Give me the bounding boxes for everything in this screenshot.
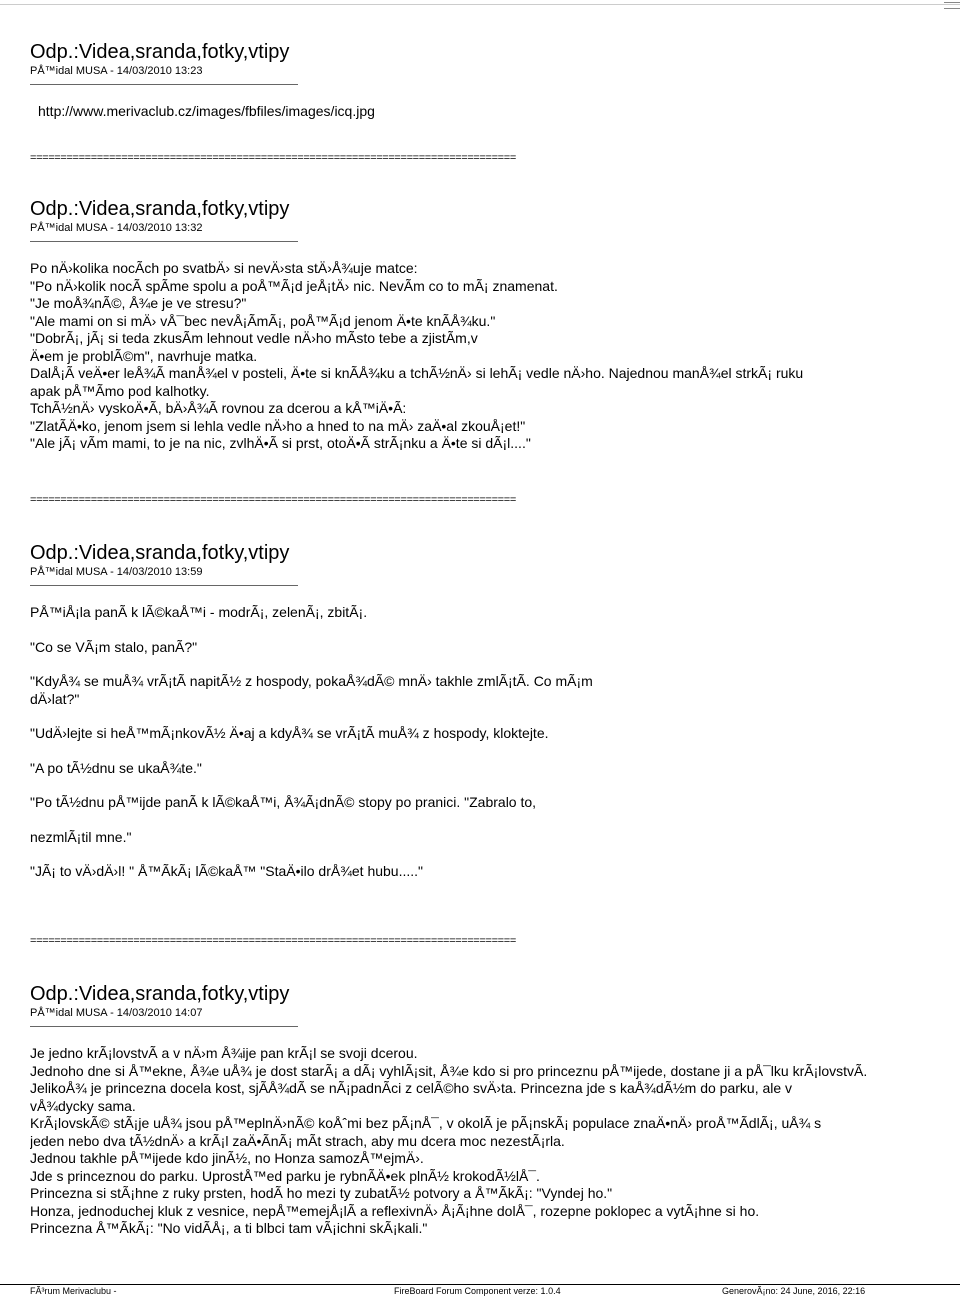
post-line: vÅ¾dycky sama. bbox=[30, 1097, 136, 1114]
post-line: PÅ™iÅ¡la panÃ k lÃ©kaÅ™i - modrÃ¡, zelenÃ¡, zbitÃ¡. bbox=[30, 604, 368, 620]
post-line: "ZlatÃÄ•ko, jenom jsem si lehla vedle nÄ›ho a hned to na mÄ› zaÄ•al zkouÅ¡et!" bbox=[30, 417, 526, 434]
post-line: "KdyÅ¾ se muÅ¾ vrÃ¡tÃ napitÃ½ z hospody, pokaÅ¾dÃ© mnÄ› takhle zmlÃ¡tÃ. Co mÃ¡m bbox=[30, 673, 593, 689]
post-3 bbox=[30, 541, 960, 881]
post-line: nezmlÃ¡til mne." bbox=[30, 828, 132, 845]
post-line: "JÃ¡ to vÄ›dÄ›l! " Å™ÃkÃ¡ lÃ©kaÅ™ "StaÄ•ilo drÅ¾et hubu....." bbox=[30, 863, 424, 879]
corner-mark bbox=[944, 2, 960, 9]
post-line: "UdÄ›lejte si heÅ™mÃ¡nkovÃ½ Ä•aj a kdyÅ¾ se vrÃ¡tÃ muÅ¾ z hospody, kloktejte. bbox=[30, 725, 549, 741]
post-body bbox=[30, 604, 960, 881]
post-line: jeden nebo dva tÃ½dnÄ› a krÃ¡l zaÄ•ÃnÃ¡ mÃt strach, aby mu dcera moc nezestÃ¡rla. bbox=[30, 1132, 565, 1149]
post-title: Odp.:Videa,sranda,fotky,vtipy bbox=[30, 542, 290, 564]
footer-generated: GenerovÃ¡no: 24 June, 2016, 22:16 bbox=[722, 1286, 866, 1296]
page-top-rule bbox=[0, 4, 960, 5]
post-title: Odp.:Videa,sranda,fotky,vtipy bbox=[30, 41, 290, 63]
post-line: "Je moÅ¾nÃ©, Å¾e je ve stresu?" bbox=[30, 295, 247, 311]
post-line: Po nÄ›kolika nocÃch po svatbÄ› si nevÄ›sta stÄ›Å¾uje matce: bbox=[30, 260, 418, 276]
post-body bbox=[30, 260, 960, 453]
post-line: Princezna Å™ÃkÃ¡: "No vidÃÅ¡, a ti blbci tam vÃ¡ichni skÃ¡kali." bbox=[30, 1220, 428, 1236]
post-separator bbox=[30, 241, 298, 242]
post-separator bbox=[30, 1026, 298, 1027]
post-line: Jednou takhle pÅ™ijede kdo jinÃ½, no Honza samozÅ™ejmÄ›. bbox=[30, 1150, 424, 1166]
post-separator bbox=[30, 84, 298, 85]
post-line: http://www.merivaclub.cz/images/fbfiles/images/icq.jpg bbox=[38, 103, 375, 119]
post-line: "Po tÃ½dnu pÅ™ijde panÃ k lÃ©kaÅ™i, Å¾Ã¡dnÃ© stopy po pranici. "Zabralo to, bbox=[30, 794, 537, 810]
post-line: "A po tÃ½dnu se ukaÅ¾te." bbox=[30, 759, 202, 776]
post-line: Ä•em je problÃ©m", navrhuje matka. bbox=[30, 347, 258, 364]
post-line: DalÅ¡Ã veÄ•er leÅ¾Ã manÅ¾el v posteli, Ä•te si knÃÅ¾ku a tchÃ½nÄ› si lehÃ¡ vedle nÄ›ho. Najednou manÅ¾el strkÃ¡ ruku bbox=[30, 365, 804, 381]
equals-separator: ================================================================================ bbox=[30, 935, 516, 947]
post-line: Jednoho dne si Å™ekne, Å¾e uÅ¾ je dost starÃ¡ a dÃ¡ vyhlÃ¡sit, Å¾e kdo si pro princeznu pÅ™ijede, dostane ji a pÅ¯lku krÃ¡lovstvÃ. bbox=[30, 1062, 868, 1079]
equals-separator: ================================================================================ bbox=[30, 152, 516, 164]
post-line: Jde s princeznou do parku. UprostÅ™ed parku je rybnÃÄ•ek plnÃ½ krokodÃ½lÅ¯. bbox=[30, 1167, 540, 1184]
post-line: "DobrÃ¡, jÃ¡ si teda zkusÃm lehnout vedle nÄ›ho mÃsto tebe a zjistÃm,v bbox=[30, 330, 478, 346]
post-line: TchÃ½nÄ› vyskoÄ•Ã, bÄ›Å¾Ã rovnou za dcerou a kÅ™iÄ•Ã: bbox=[30, 400, 407, 416]
equals-separator: ================================================================================ bbox=[30, 494, 516, 506]
post-title: Odp.:Videa,sranda,fotky,vtipy bbox=[30, 983, 290, 1005]
post-line: dÄ›lat?" bbox=[30, 690, 80, 707]
footer-component: FireBoard Forum Component verze: 1.0.4 bbox=[394, 1286, 561, 1296]
post-line: Princezna si stÃ¡hne z ruky prsten, hodÃ ho mezi ty zubatÃ½ potvory a Å™ÃkÃ¡: "Vyndej ho." bbox=[30, 1185, 613, 1201]
post-title: Odp.:Videa,sranda,fotky,vtipy bbox=[30, 198, 290, 220]
page-footer bbox=[0, 1284, 960, 1296]
post-line: JelikoÅ¾ je princezna docela kost, sjÃÅ¾dÃ se nÃ¡padnÃci z celÃ©ho svÄ›ta. Princezna jde s kaÅ¾dÃ½m do parku, ale v bbox=[30, 1080, 793, 1096]
post-body bbox=[30, 103, 960, 121]
post-line: KrÃ¡lovskÃ© stÃ¡je uÅ¾ jsou pÅ™eplnÄ›nÃ© koÅˆmi bez pÃ¡nÅ¯, v okolÃ je pÃ¡nskÃ¡ populace znaÄ•nÄ› proÅ™ÃdlÃ¡, uÅ¾ s bbox=[30, 1115, 822, 1131]
post-line: Honza, jednoduchej kluk z vesnice, nepÅ™emejÅ¡lÃ a reflexivnÄ› Å¡Ã¡hne dolÅ¯, rozepne poklopec a vytÃ¡hne si ho. bbox=[30, 1202, 760, 1219]
footer-forum-name: FÃ³rum Merivaclubu - bbox=[30, 1286, 117, 1296]
post-line: "Ale jÃ¡ vÃm mami, to je na nic, zvlhÄ•Ã si prst, otoÄ•Ã strÃ¡nku a Ä•te si dÃ¡l...." bbox=[30, 435, 531, 451]
post-meta: PÅ™idal MUSA - 14/03/2010 14:07 bbox=[30, 1007, 203, 1019]
post-meta: PÅ™idal MUSA - 14/03/2010 13:23 bbox=[30, 65, 203, 77]
post-4 bbox=[30, 982, 960, 1238]
post-line: "Po nÄ›kolik nocÃ spÃme spolu a poÅ™Ã¡d jeÅ¡tÄ› nic. NevÃm co to mÃ¡ znamenat. bbox=[30, 277, 558, 294]
post-1 bbox=[30, 40, 960, 121]
post-line: "Co se VÃ¡m stalo, panÃ?" bbox=[30, 638, 198, 655]
post-body bbox=[30, 1045, 960, 1238]
post-separator bbox=[30, 585, 298, 586]
post-line: Je jedno krÃ¡lovstvÃ a v nÄ›m Å¾ije pan krÃ¡l se svoji dcerou. bbox=[30, 1045, 418, 1061]
post-meta: PÅ™idal MUSA - 14/03/2010 13:32 bbox=[30, 222, 203, 234]
post-2 bbox=[30, 197, 960, 453]
post-line: apak pÅ™Ãmo pod kalhotky. bbox=[30, 382, 210, 399]
post-line: "Ale mami on si mÄ› vÅ¯bec nevÅ¡ÃmÃ¡, poÅ™Ã¡d jenom Ä•te knÃÅ¾ku." bbox=[30, 312, 496, 329]
post-meta: PÅ™idal MUSA - 14/03/2010 13:59 bbox=[30, 566, 203, 578]
